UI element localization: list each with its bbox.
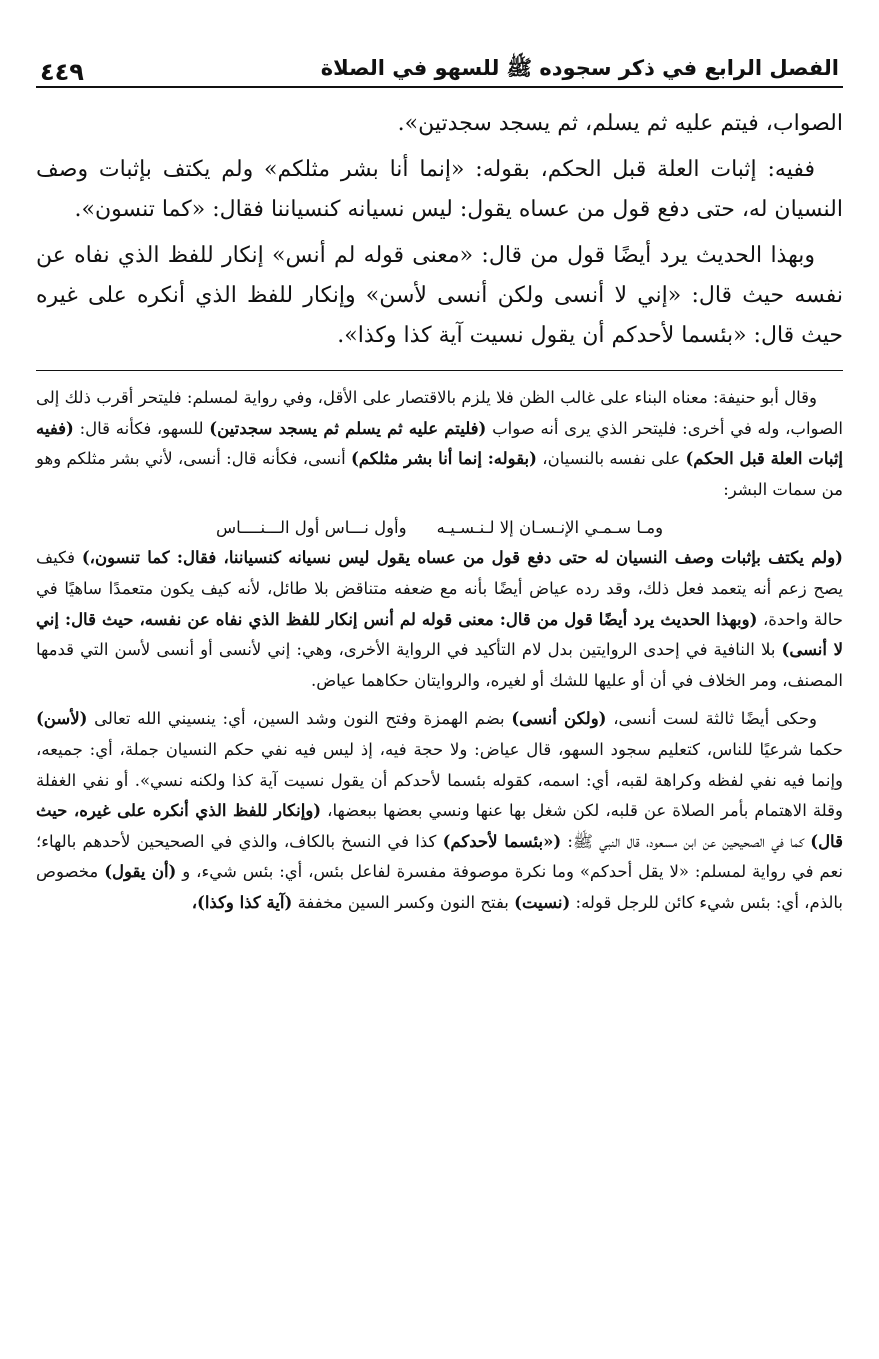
main-paragraph-1: الصواب، فيتم عليه ثم يسلم، ثم يسجد سجدتين». [397, 111, 843, 136]
commentary-quote: (بقوله: إنما أنا بشر مثلكم) [350, 449, 537, 469]
footnote-divider [36, 370, 843, 371]
commentary [36, 383, 843, 919]
page-number: ٤٤٩ [40, 58, 84, 86]
commentary-quote: («بئسما لأحدكم) [442, 831, 562, 851]
commentary-quote: (ولم يكتف بإثبات وصف النسيان له حتى دفع قول من عساه يقول ليس نسيانه كنسياننا، فقال: كما تنسون،) [81, 548, 843, 568]
main-paragraph-2: ففيه: إثبات العلة قبل الحكم، بقوله: «إنما أنا بشر مثلكم» ولم يكتف بإثبات وصف النسيان له، حتى دفع قول من عساه يقول: ليس نسيانه كنسياننا فقال: «كما تنسون». [36, 157, 843, 222]
main-text [36, 104, 843, 356]
running-header [36, 40, 843, 88]
verse-second-hemistich: وأول نـــاس أول الـــنــــاس [215, 518, 407, 538]
commentary-text: بلا النافية في إحدى الروايتين بدل لام التأكيد في الرواية الأخرى، وهي: إني لأنسى أو أنسى لأسن التي قدمها المصنف، ومر الخلاف في أن أو عليها للشك أو لغيره، والروايتان حكاهما عياض. [36, 640, 843, 690]
commentary-text: كذا في النسخ بالكاف، والذي في الصحيحين لأحدهم بالهاء؛ نعم في رواية لمسلم: «لا يقل أحدكم» وما نكرة موصوفة مفسرة لفاعل بئس، أي: بئس شيء، و [36, 831, 843, 882]
commentary-text: أنسى، فكأنه قال: أنسى، لأني بشر مثلكم وهو من سمات البشر: [36, 449, 843, 499]
commentary-text: وحكى أيضًا ثالثة لست أنسى، [606, 709, 817, 729]
commentary-text: بضم الهمزة وفتح النون وشد السين، أي: ينسيني الله تعالى [87, 709, 512, 729]
commentary-text: للسهو، فكأنه قال: [73, 418, 210, 438]
commentary-quote: (ولكن أنسى) [511, 709, 607, 729]
commentary-paragraph-2 [36, 543, 843, 696]
commentary-quote: (ففيه إثبات العلة قبل الحكم) [36, 418, 844, 469]
commentary-quote: (وبهذا الحديث يرد أيضًا قول من قال: معنى قوله لم أنس إنكار للفظ الذي نفاه عن نفسه، حيث قال: إني لا أنسى) [36, 609, 843, 660]
commentary-quote: (آية كذا وكذا)، [191, 892, 293, 912]
commentary-paragraph-3 [36, 704, 843, 918]
commentary-quote: (لأسن) [36, 709, 88, 729]
commentary-text: وقال أبو حنيفة: معناه البناء على غالب الظن فلا يلزم بالاقتصار على الأقل، وفي رواية لمسلم: فليتحر أقرب ذلك إلى الصواب، وله في أخرى: فليتحر الذي يرى أنه صواب [36, 388, 843, 438]
verse-first-hemistich: ومـا سـمـي الإنـسـان إلا لـنـسـيـه [436, 518, 664, 538]
main-paragraph-3: وبهذا الحديث يرد أيضًا قول من قال: «معنى قوله لم أنس» إنكار للفظ الذي نفاه عن نفسه حيث قال: «إني لا أنسى ولكن أنسى لأسن» وإنكار للفظ الذي أنكره على غيره حيث قال: «بئسما لأحدكم أن يقول نسيت آية كذا وكذا». [36, 243, 843, 348]
commentary-quote: (فليتم عليه ثم يسلم ثم يسجد سجدتين) [209, 418, 487, 438]
commentary-text: حكما شرعيًا للناس، كتعليم سجود السهو، قال عياض: ولا حجة فيه، إذ ليس فيه نفي حكم النسيان جملة، أي: جميعه، وإنما فيه نفي لفظه وكراهة لقبه، أي: اسمه، كقوله بئسما لأحدكم أن يقول نسيت آية كذا ولكنه نسي». أو نفي الغفلة وقلة الاهتمام بأمر الصلاة عن قلبه، لكن شغل بها عنها ونسي بعضها ببعضها، [36, 739, 843, 821]
commentary-text: فكيف يصح زعم أنه يتعمد فعل ذلك، وقد رده عياض أيضًا بأنه مع ضعفه متناقض بلا طائل، لأنه كيف يكون متعمدًا ساهيًا في حالة واحدة، [36, 548, 843, 629]
chapter-title: الفصل الرابع في ذكر سجوده ﷺ للسهو في الصلاة [320, 56, 839, 80]
commentary-paragraph-1 [36, 383, 843, 505]
commentary-text: كما في الصحيحين عن ابن مسعود، قال النبي ﷺ: [561, 831, 811, 851]
commentary-text: على نفسه بالنسيان، [536, 449, 686, 469]
commentary-text: بفتح النون وكسر السين مخففة [292, 892, 515, 912]
commentary-quote: (أن يقول) [104, 862, 177, 882]
commentary-text: مخصوص بالذم، أي: بئس شيء كائن للرجل قوله: [36, 862, 843, 912]
commentary-quote: (وإنكار للفظ الذي أنكره على غيره، حيث قال) [36, 801, 843, 851]
commentary-quote: (نسيت) [514, 892, 571, 912]
poetry-verse [36, 513, 843, 543]
